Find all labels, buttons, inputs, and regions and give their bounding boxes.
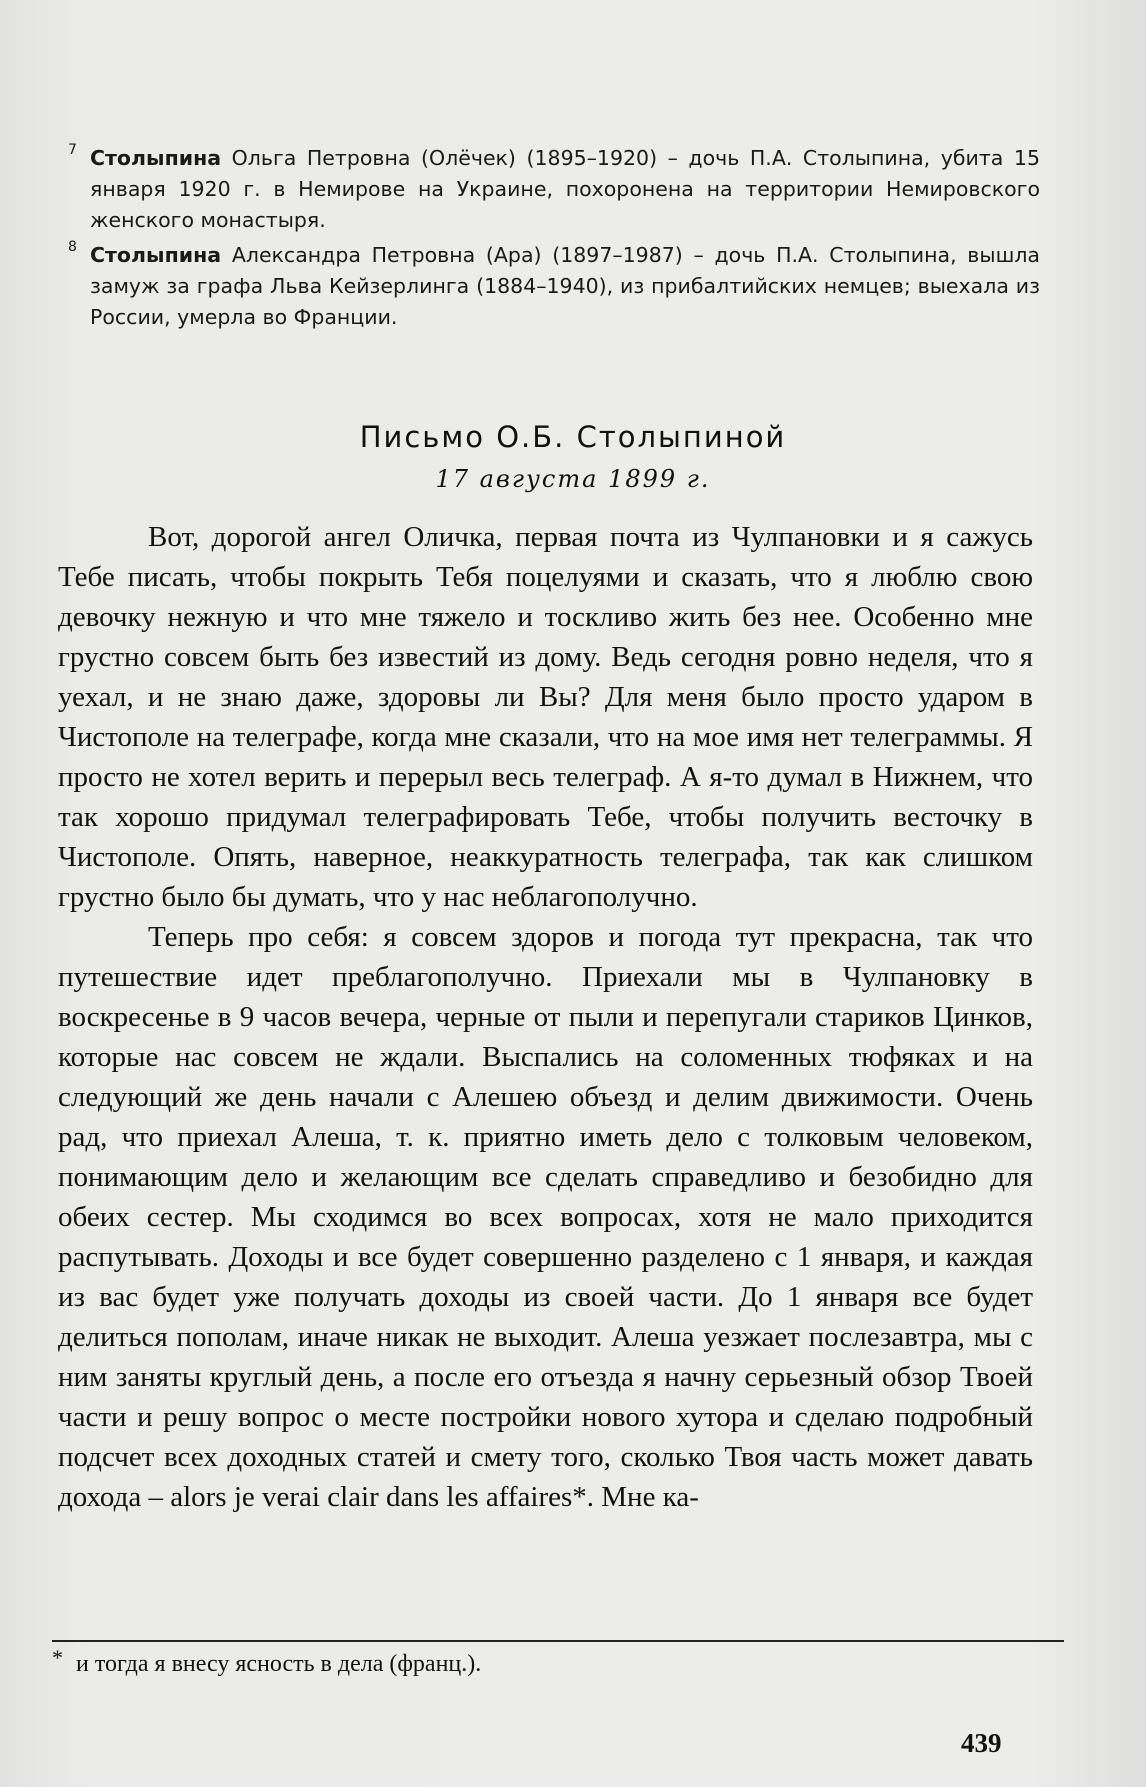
footnote-marker: 8 [68, 239, 77, 255]
letter-paragraph: Вот, дорогой ангел Оличка, первая почта из Чулпановки и я сажусь Тебе писать, чтобы покрыть Тебя поцелуями и сказать, что я люблю свою девочку нежную и что мне тяжело и тоскливо жить без нее. Особенно мне грустно совсем быть без известий из дому. Ведь сегодня ровно неделя, что я уехал, и не знаю даже, здоровы ли Вы? Для меня было просто ударом в Чистополе на телеграфе, когда мне сказали, что на мое имя нет телеграммы. Я просто не хотел верить и перерыл весь телеграф. А я-то думал в Нижнем, что так хорошо придумал телеграфировать Тебе, чтобы получить весточку в Чистополе. Опять, наверное, неаккуратность телеграфа, так как слишком грустно было бы думать, что у нас неблагополучно. [58, 521, 1033, 913]
letter-body [58, 517, 1033, 1517]
footnote-marker: * [52, 1645, 63, 1670]
footnote-text: Ольга Петровна (Олёчек) (1895–1920) – дочь П.А. Столыпина, убита 15 января 1920 г. в Немирове на Украине, похоронена на территории Немировского женского монастыря. [90, 146, 1040, 232]
letter-date: 17 августа 1899 г. [435, 465, 711, 493]
footnote-name: Столыпина [90, 243, 222, 267]
top-footnotes [68, 143, 1040, 337]
footnote-divider [52, 1640, 1064, 1642]
footnote-text: Александра Петровна (Ара) (1897–1987) – дочь П.А. Столыпина, вышла замуж за графа Льва Кейзерлинга (1884–1940), из прибалтийских немцев; выехала из России, умерла во Франции. [90, 243, 1040, 329]
page-number: 439 [961, 1728, 1002, 1758]
footnote-name: Столыпина [90, 146, 222, 170]
letter-title: Письмо О.Б. Столыпиной [359, 420, 787, 454]
bottom-footnote [52, 1645, 482, 1679]
footnote-text: и тогда я внесу ясность в дела (франц.). [76, 1651, 482, 1677]
footnote-8 [68, 240, 1040, 333]
footnote-7 [68, 143, 1040, 236]
letter-paragraph: Теперь про себя: я совсем здоров и погода тут прекрасна, так что путешествие идет преблагополучно. Приехали мы в Чулпановку в воскресенье в 9 часов вечера, черные от пыли и перепугали стариков Цинков, которые нас совсем не ждали. Выспались на соломенных тюфяках и на следующий же день начали с Алешею объезд и делим движимости. Очень рад, что приехал Алеша, т. к. приятно иметь дело с толковым человеком, понимающим дело и желающим все сделать справедливо и безобидно для обеих сестер. Мы сходимся во всех вопросах, хотя не мало приходится распутывать. Доходы и все будет совершенно разделено с 1 января, и каждая из вас будет уже получать доходы из своей части. До 1 января все будет делиться пополам, иначе никак не выходит. Алеша уезжает послезавтра, мы с ним заняты круглый день, а после его отъезда я начну серьезный обзор Твоей части и решу вопрос о месте постройки нового хутора и сделаю подробный подсчет всех доходных статей и смету того, сколько Твоя часть может давать дохода – alors je verai clair dans les affaires*. Мне ка- [58, 921, 1033, 1513]
footnote-marker: 7 [68, 142, 77, 158]
